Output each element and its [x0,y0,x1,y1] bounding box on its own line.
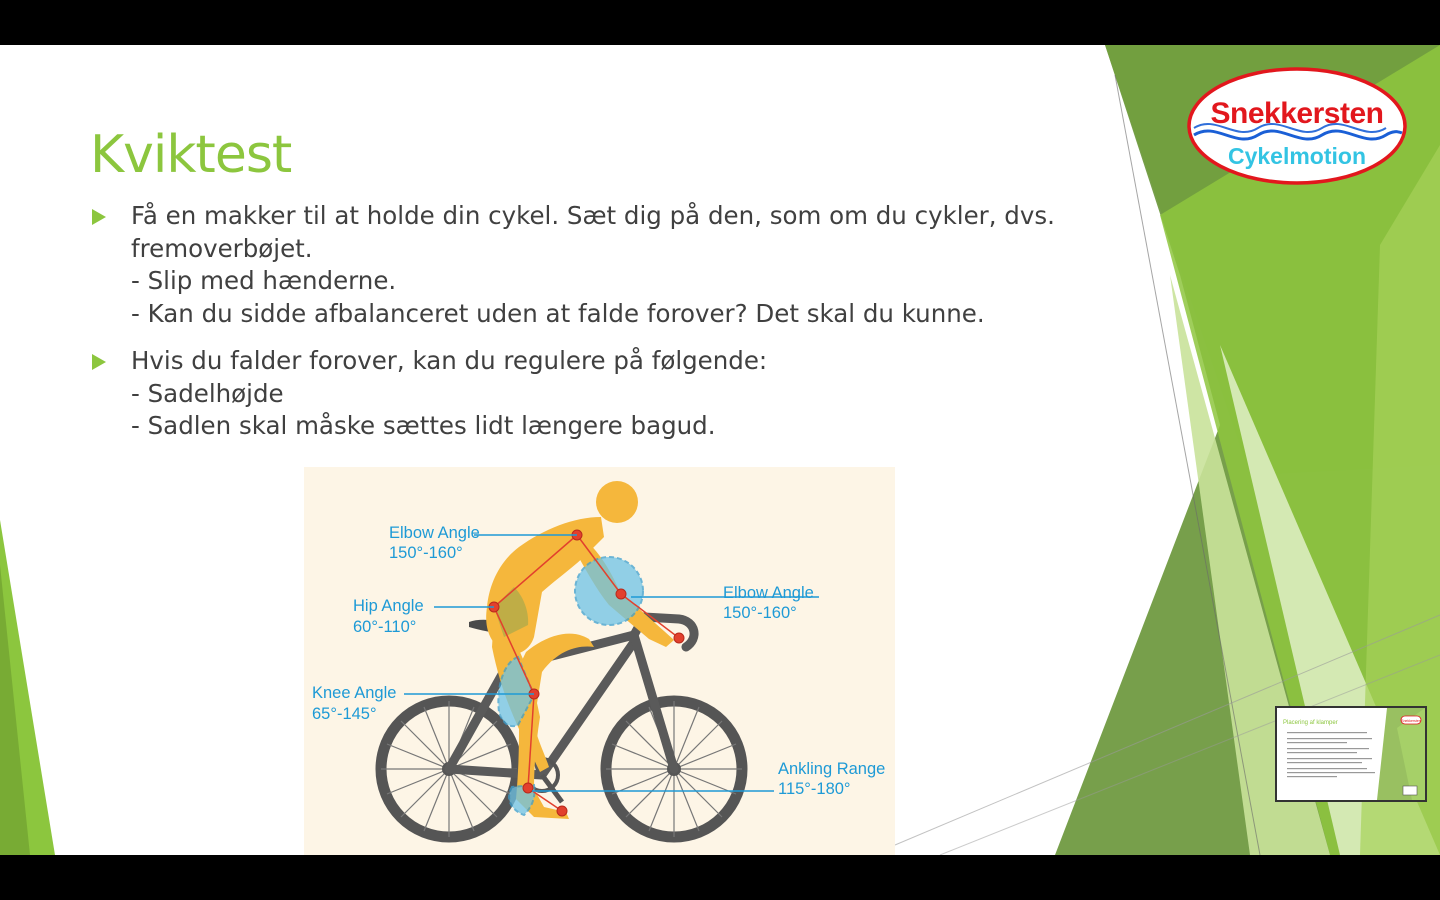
elbow-angle-range-left: 150°-160° [389,544,463,562]
bullet-line: - Kan du sidde afbalanceret uden at falde forover? Det skal du kunne. [131,298,985,328]
slide-title: Kviktest [90,125,292,185]
hip-angle-label: Hip Angle [353,597,424,615]
ankling-range-label: Ankling Range [778,760,886,778]
bullet-line: - Slip med hænderne. [131,266,397,295]
slide [0,45,1440,855]
bullet-line: Få en makker til at holde din cykel. Sæt dig på den, som om du cykler, dvs. [131,201,1055,230]
elbow-angle-range-right: 150°-160° [723,604,797,622]
bullet-line: Hvis du falder forover, kan du regulere på følgende: [131,346,768,375]
bike-fit-illustration [304,467,895,855]
knee-angle-range: 65°-145° [312,705,377,723]
slide-thumbnail-preview [1277,708,1425,800]
knee-angle-label: Knee Angle [312,684,397,702]
slide-thumbnail[interactable] [1275,706,1427,802]
elbow-angle-label-left: Elbow Angle [389,524,480,542]
bullet-arrow-icon [92,209,106,225]
bullet-item [90,200,1090,330]
bullet-line: fremoverbøjet. [131,233,313,263]
logo-title: Snekkersten [1210,97,1384,130]
thumbnail-logo-text: Snekkersten [1401,719,1421,723]
bullet-line: - Sadelhøjde [131,378,284,408]
bullet-line: - Sadlen skal måske sættes lidt længere bagud. [131,411,716,440]
bullet-text [131,345,1090,443]
bullet-text [131,200,1090,330]
ankling-range-value: 115°-180° [778,780,851,798]
bullet-arrow-icon [92,354,106,370]
hip-angle-range: 60°-110° [353,618,417,636]
snekkersten-logo [1186,65,1408,187]
thumbnail-title: Placering af klamper [1283,720,1338,726]
logo-subtitle: Cykelmotion [1227,143,1367,169]
bullet-item [90,345,1090,443]
elbow-angle-label-right: Elbow Angle [723,584,814,602]
